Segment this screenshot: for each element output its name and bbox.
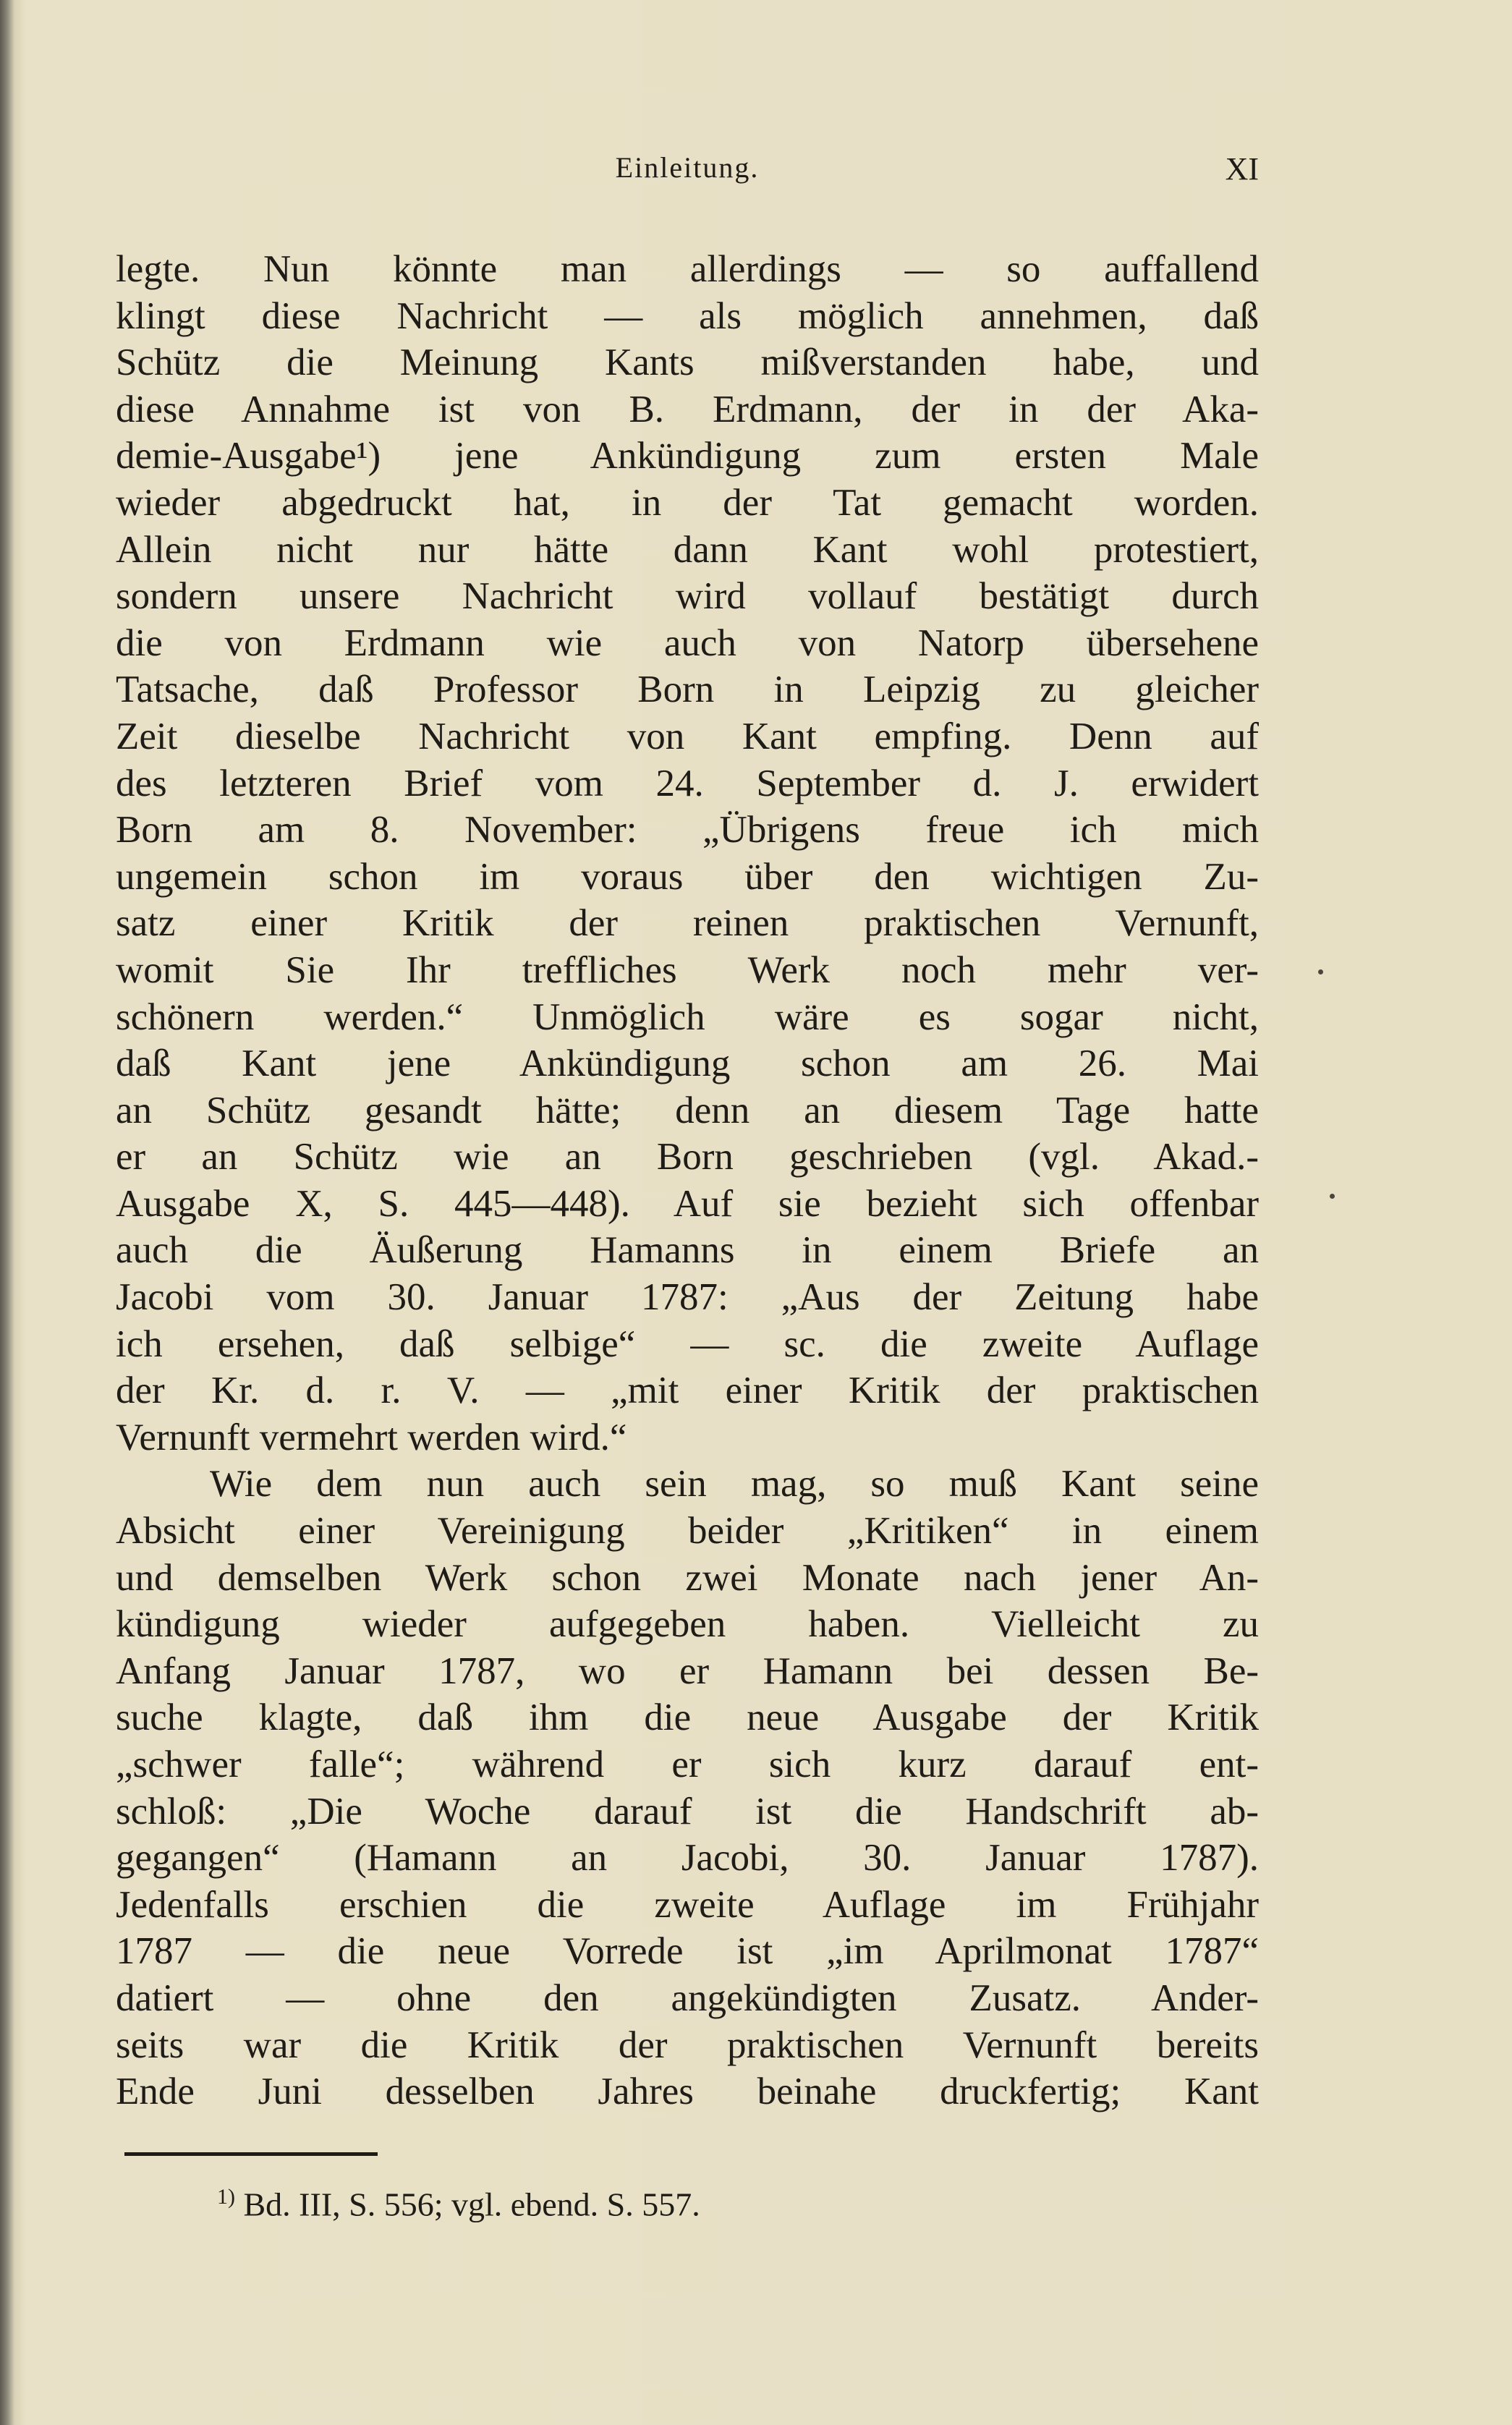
text-line: an Schütz gesandt hätte; denn an diesem Tage hatte (116, 1089, 1259, 1131)
text-line: Tatsache, daß Professor Born in Leipzig zu gleicher (116, 668, 1259, 711)
text-line: und demselben Werk schon zwei Monate nach jener An- (116, 1556, 1259, 1599)
text-line: Zeit dieselbe Nachricht von Kant empfing. Denn auf (116, 715, 1259, 757)
text-line: Anfang Januar 1787, wo er Hamann bei dessen Be- (116, 1649, 1259, 1692)
text-line: Jacobi vom 30. Januar 1787: „Aus der Zeitung habe (116, 1276, 1259, 1319)
page-number: XI (1225, 151, 1259, 187)
text-line: Jedenfalls erschien die zweite Auflage im Frühjahr (116, 1883, 1259, 1926)
text-line: satz einer Kritik der reinen praktischen Vernunft, (116, 902, 1259, 945)
text-line: datiert — ohne den angekündigten Zusatz. Ander- (116, 1976, 1259, 2019)
body-text (116, 246, 1259, 2115)
text-line: kündigung wieder aufgegeben haben. Vielleicht zu (116, 1603, 1259, 1646)
text-line: wieder abgedruckt hat, in der Tat gemacht worden. (116, 481, 1259, 524)
text-line: Absicht einer Vereinigung beider „Kritiken“ in einem (116, 1510, 1259, 1553)
footnote-divider (124, 2152, 378, 2156)
text-line: die von Erdmann wie auch von Natorp übersehene (116, 621, 1259, 664)
text-line: demie-Ausgabe¹) jene Ankündigung zum ersten Male (116, 435, 1259, 477)
text-line: Allein nicht nur hätte dann Kant wohl protestiert, (116, 528, 1259, 571)
text-line: Ende Juni desselben Jahres beinahe druckfertig; Kant (116, 2071, 1259, 2113)
text-line: klingt diese Nachricht — als möglich annehmen, daß (116, 294, 1259, 337)
text-line: gegangen“ (Hamann an Jacobi, 30. Januar 1787). (116, 1837, 1259, 1880)
text-line: ungemein schon im voraus über den wichtigen Zu- (116, 855, 1259, 898)
text-line: ich ersehen, daß selbige“ — sc. die zweite Auflage (116, 1322, 1259, 1365)
text-line: Vernunft vermehrt werden wird.“ (116, 1416, 627, 1458)
text-line: Born am 8. November: „Übrigens freue ich mich (116, 809, 1259, 851)
running-head (116, 150, 1259, 194)
running-head-title: Einleitung. (615, 151, 760, 184)
text-line: legte. Nun könnte man allerdings — so auffallend (116, 248, 1259, 290)
text-line: daß Kant jene Ankündigung schon am 26. Mai (116, 1042, 1259, 1085)
text-line: suche klagte, daß ihm die neue Ausgabe der Kritik (116, 1696, 1259, 1739)
text-line: womit Sie Ihr treffliches Werk noch mehr ver- (116, 948, 1259, 991)
text-line: schönern werden.“ Unmöglich wäre es sogar nicht, (116, 995, 1259, 1038)
text-line: des letzteren Brief vom 24. September d. J. erwidert (116, 762, 1259, 804)
text-line: er an Schütz wie an Born geschrieben (vgl. Akad.- (116, 1136, 1259, 1178)
text-line: sondern unsere Nachricht wird vollauf bestätigt durch (116, 575, 1259, 618)
text-line: „schwer falle“; während er sich kurz darauf ent- (116, 1744, 1259, 1785)
text-line: schloß: „Die Woche darauf ist die Handschrift ab- (116, 1790, 1259, 1832)
footnote-text: Bd. III, S. 556; vgl. ebend. S. 557. (243, 2186, 700, 2223)
text-line: diese Annahme ist von B. Erdmann, der in der Aka- (116, 388, 1259, 430)
margin-dot (1330, 1194, 1335, 1199)
footnote (217, 2185, 700, 2223)
text-line: Schütz die Meinung Kants mißverstanden habe, und (116, 341, 1259, 384)
text-line: Wie dem nun auch sein mag, so muß Kant seine (210, 1463, 1259, 1505)
text-line: Ausgabe X, S. 445—448). Auf sie bezieht sich offenbar (116, 1182, 1259, 1225)
text-line: der Kr. d. r. V. — „mit einer Kritik der praktischen (116, 1369, 1259, 1412)
text-line: 1787 — die neue Vorrede ist „im Aprilmonat 1787“ (116, 1930, 1259, 1973)
text-line: auch die Äußerung Hamanns in einem Briefe an (116, 1229, 1259, 1272)
footnote-marker: 1) (217, 2185, 235, 2209)
margin-dot (1318, 969, 1323, 974)
text-line: seits war die Kritik der praktischen Vernunft bereits (116, 2023, 1259, 2066)
